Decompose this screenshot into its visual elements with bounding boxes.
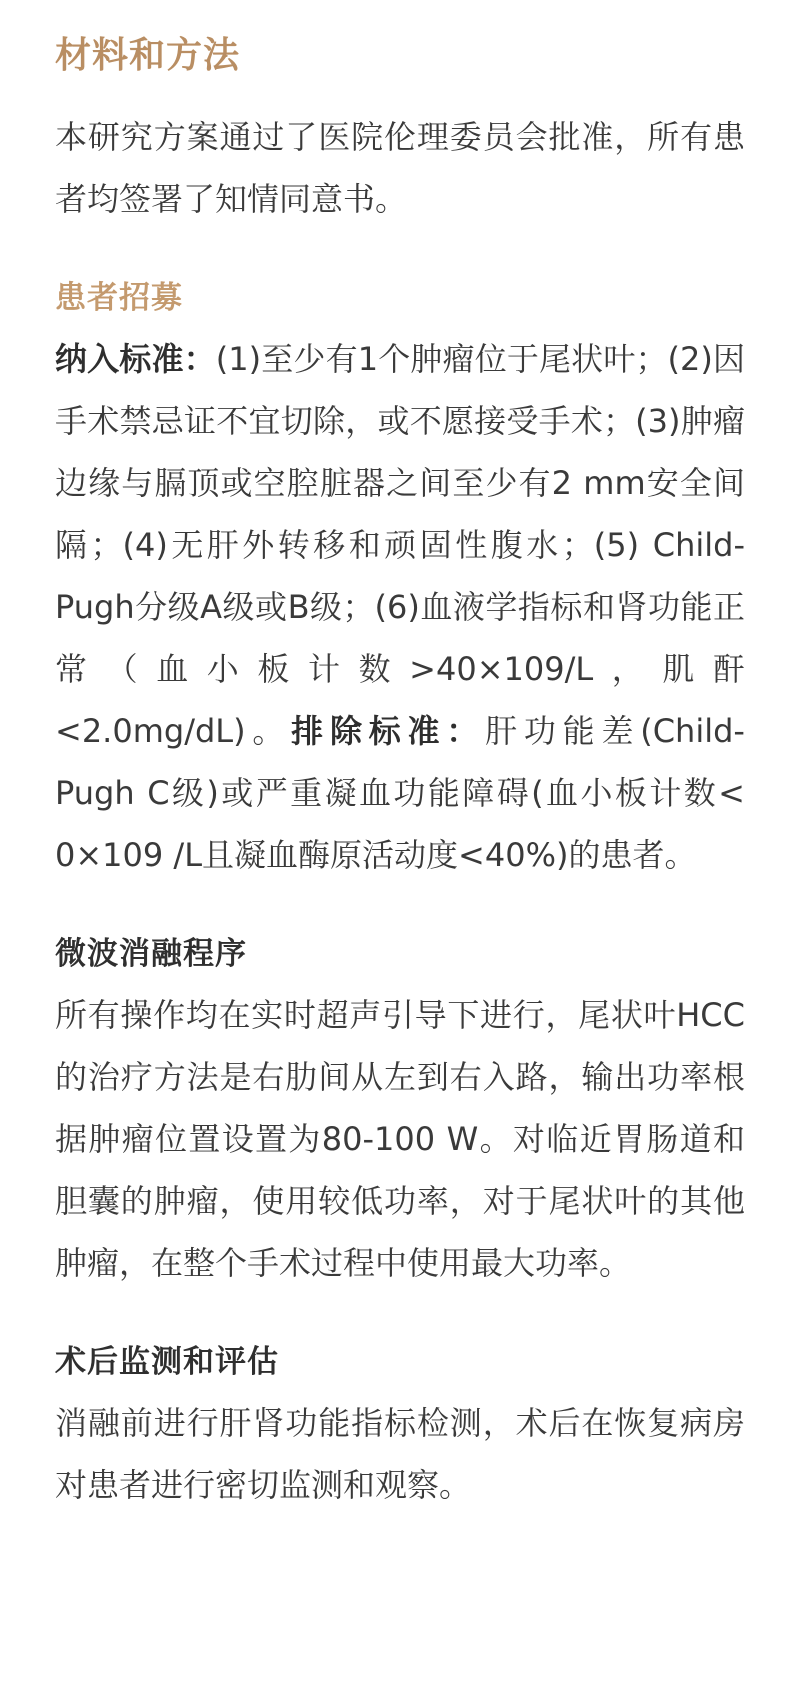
section-heading-microwave-ablation-procedure: 微波消融程序: [55, 936, 247, 972]
ethics-intro-paragraph: 本研究方案通过了医院伦理委员会批准，所有患者均签署了知情同意书。: [55, 118, 745, 218]
inclusion-criteria-text: (1)至少有1个肿瘤位于尾状叶；(2)因手术禁忌证不宜切除，或不愿接受手术；(3)肿瘤边缘与膈顶或空腔脏器之间至少有2 mm安全间隔；(4)无肝外转移和顽固性腹水；(5) Child-Pugh分级A级或B级；(6)血液学指标和肾功能正常（血小板计数>40×109/L，肌酐<2.0mg/dL)。: [55, 340, 745, 750]
exclusion-criteria-label: 排除标准：: [291, 712, 486, 750]
microwave-ablation-text: 所有操作均在实时超声引导下进行，尾状叶HCC的治疗方法是右肋间从左到右入路，输出功率根据肿瘤位置设置为80-100 W。对临近胃肠道和胆囊的肿瘤，使用较低功率，对于尾状叶的其他肿瘤，在整个手术过程中使用最大功率。: [55, 996, 745, 1282]
patient-recruitment-paragraph: [55, 328, 745, 886]
inclusion-criteria-label: 纳入标准：: [55, 340, 216, 378]
article-title: 材料和方法: [55, 34, 241, 76]
microwave-ablation-paragraph: [55, 984, 745, 1294]
section-heading-patient-recruitment: 患者招募: [55, 280, 183, 316]
article-page: [0, 34, 800, 1516]
exclusion-criteria-text: 肝功能差(Child-Pugh C级)或严重凝血功能障碍(血小板计数< 0×109 /L且凝血酶原活动度<40%)的患者。: [55, 712, 745, 874]
postop-monitoring-paragraph: [55, 1392, 745, 1516]
postop-monitoring-text: 消融前进行肝肾功能指标检测，术后在恢复病房对患者进行密切监测和观察。: [55, 1404, 745, 1504]
section-heading-postop-monitoring: 术后监测和评估: [55, 1344, 279, 1380]
